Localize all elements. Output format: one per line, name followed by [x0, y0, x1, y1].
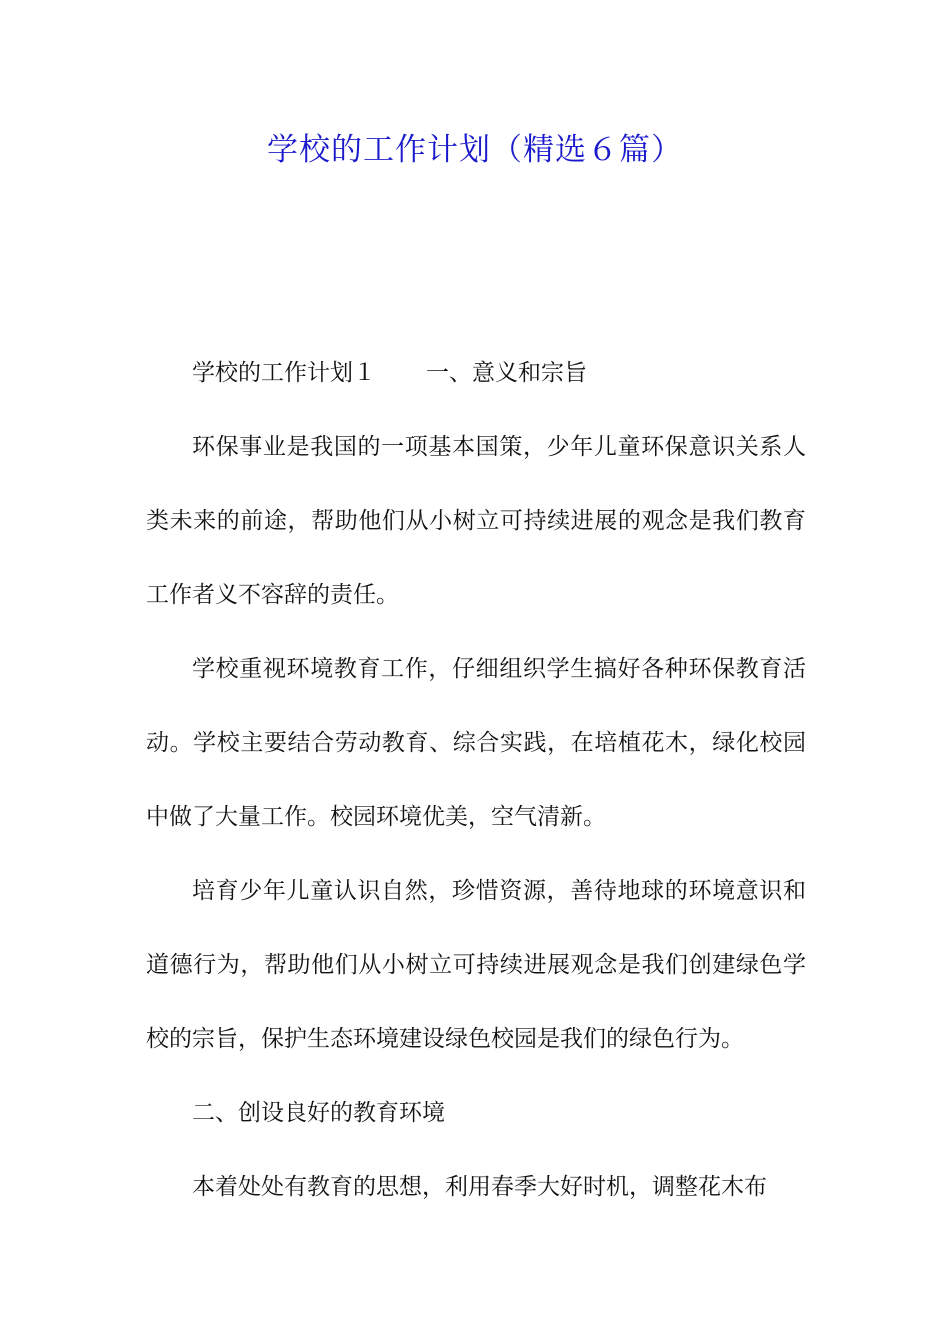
section-heading-line	[146, 336, 806, 410]
section-subheading: 一、意义和宗旨	[426, 360, 587, 386]
document-title: 学校的工作计划（精选６篇）	[267, 132, 683, 168]
subsection-heading: 二、创设良好的教育环境	[192, 1100, 445, 1126]
section-heading: 学校的工作计划１	[192, 360, 376, 386]
paragraph: 本着处处有教育的思想，利用春季大好时机，调整花木布	[192, 1174, 767, 1200]
document-body	[146, 336, 806, 1224]
paragraph: 学校重视环境教育工作，仔细组织学生搞好各种环保教育活动。学校主要结合劳动教育、综合实践，在培植花木，绿化校园中做了大量工作。校园环境优美，空气清新。	[146, 656, 806, 830]
paragraph: 培育少年儿童认识自然，珍惜资源，善待地球的环境意识和道德行为，帮助他们从小树立可持续进展观念是我们创建绿色学校的宗旨，保护生态环境建设绿色校园是我们的绿色行为。	[146, 878, 806, 1052]
paragraph: 环保事业是我国的一项基本国策，少年儿童环保意识关系人类未来的前途，帮助他们从小树立可持续进展的观念是我们教育工作者义不容辞的责任。	[146, 434, 806, 608]
